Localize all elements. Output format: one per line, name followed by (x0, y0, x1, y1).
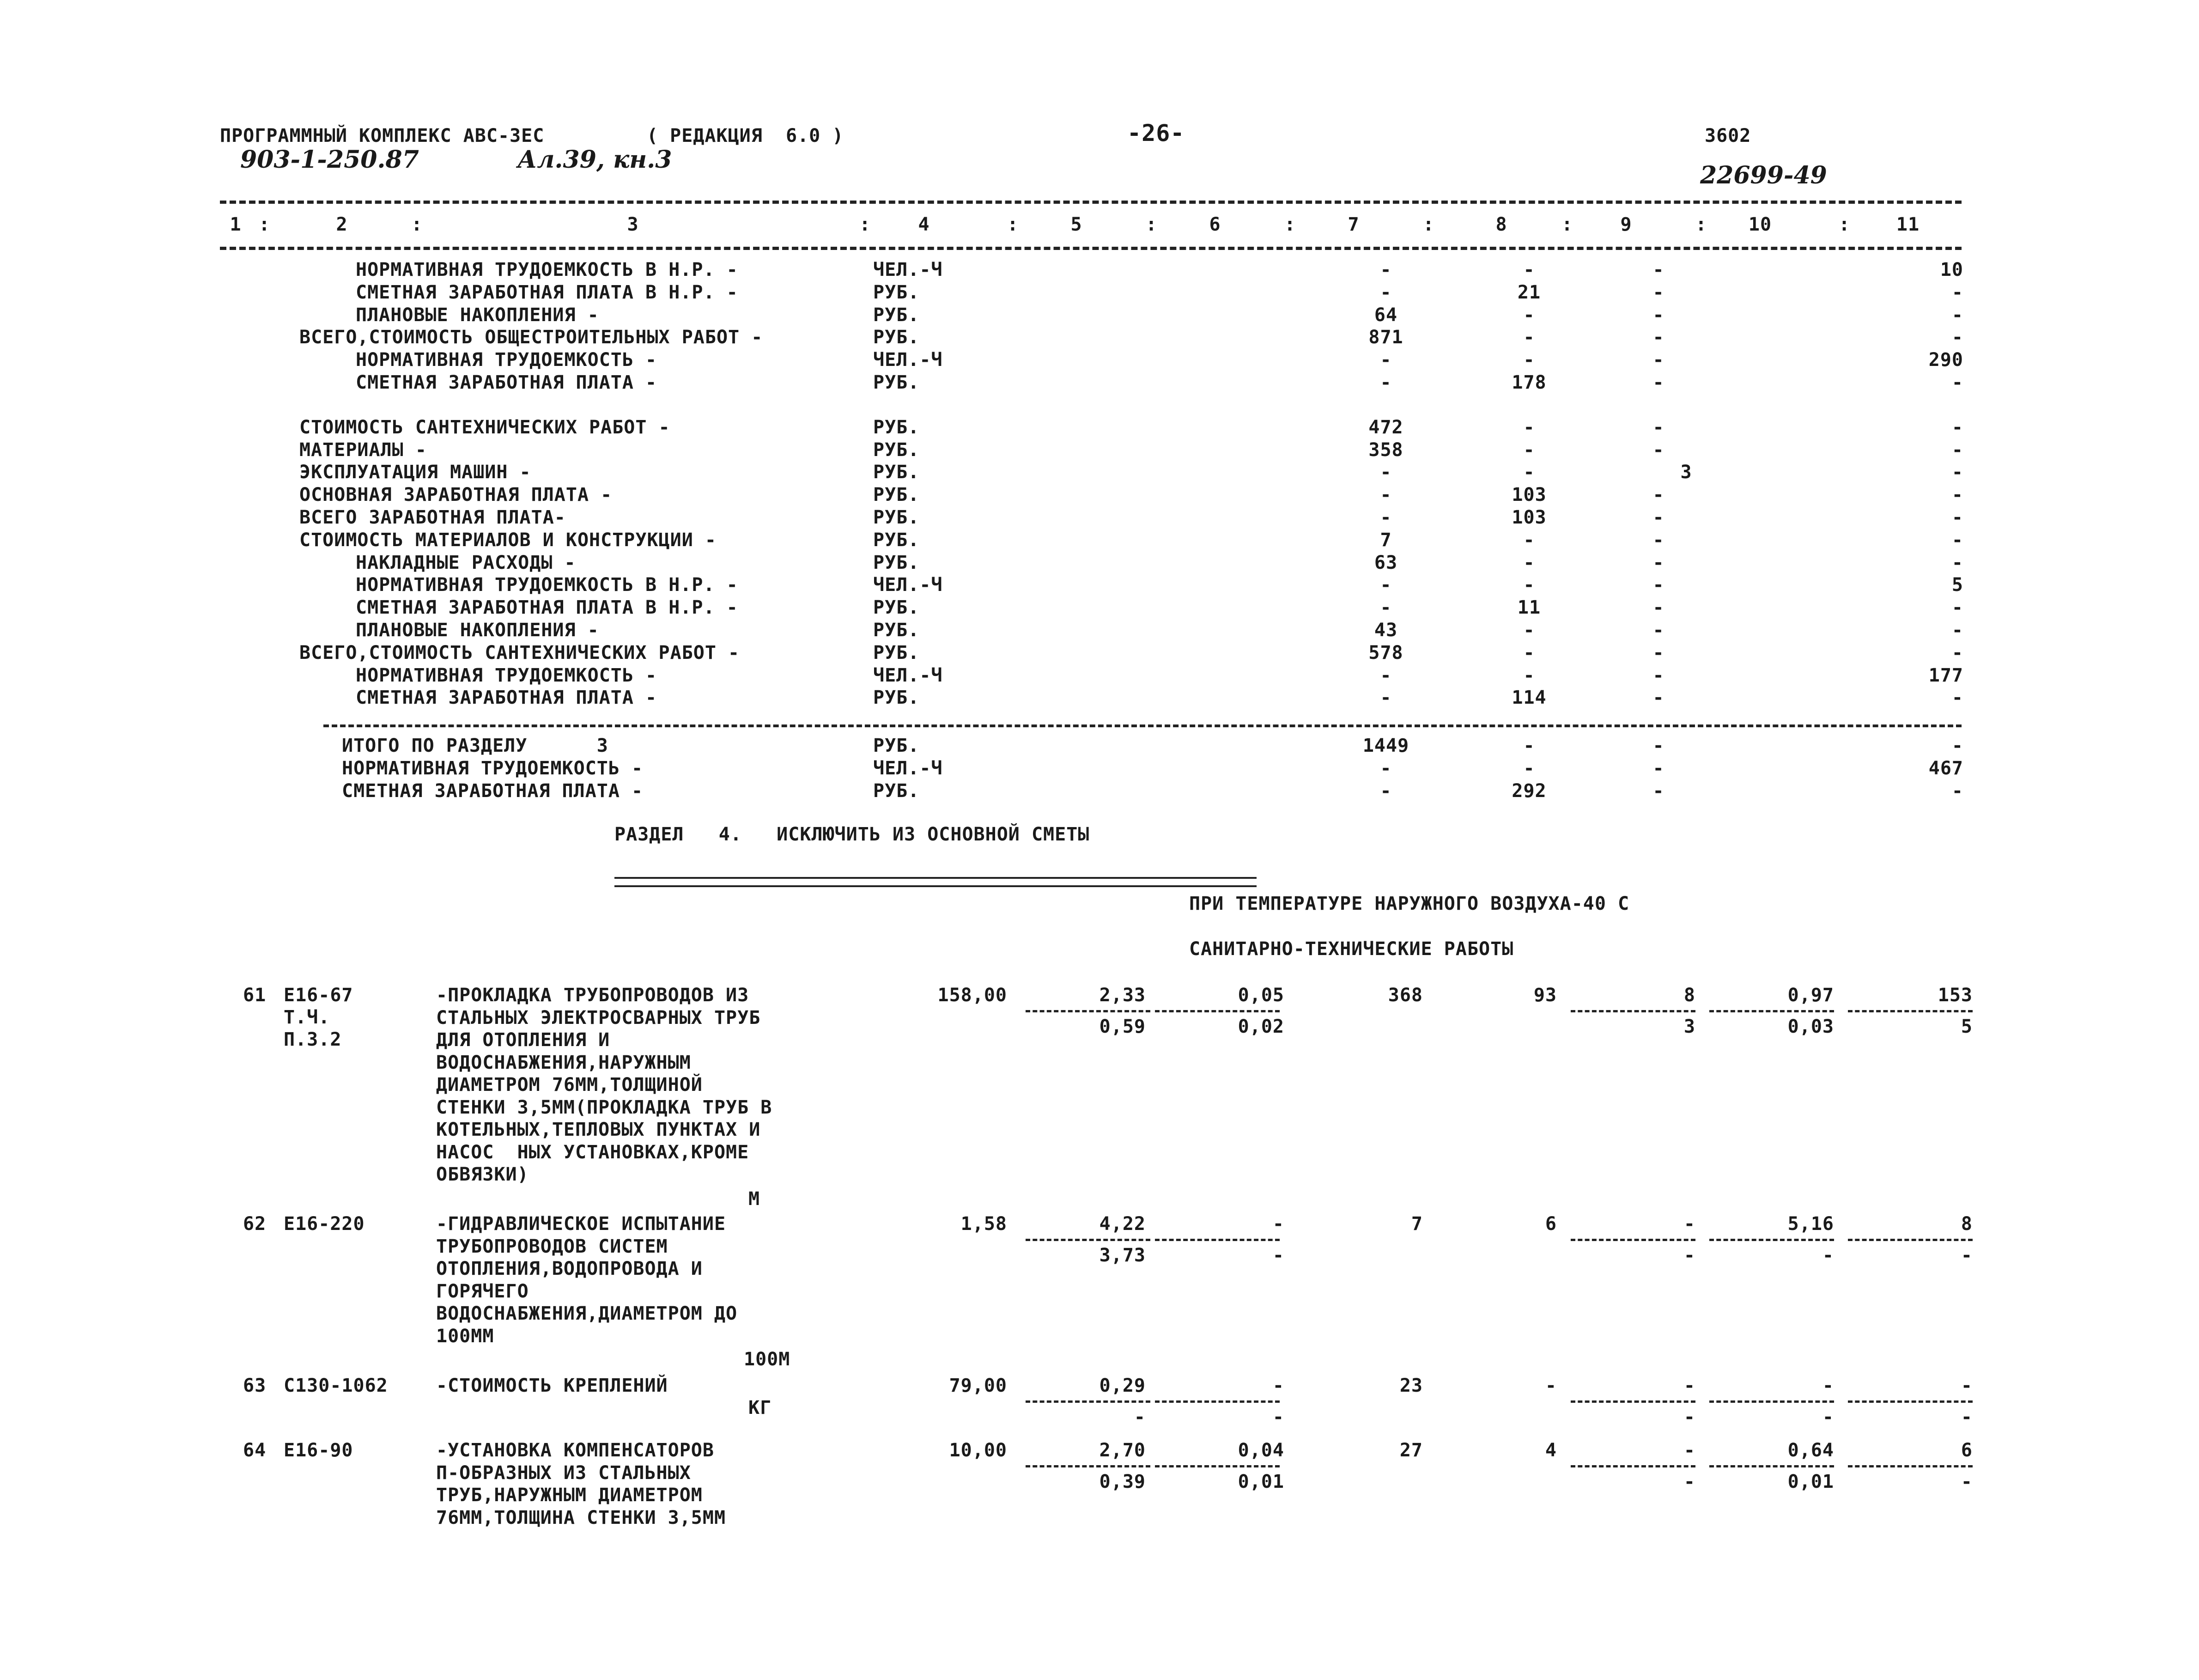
column-number-6: 6 (1209, 214, 1221, 235)
summary-unit: РУБ. (873, 304, 920, 326)
item-separator-col10 (1709, 1400, 1834, 1403)
summary-col8: 103 (1512, 507, 1547, 528)
summary-label: СМЕТНАЯ ЗАРАБОТНАЯ ПЛАТА - (356, 372, 657, 393)
item-separator-col9 (1571, 1400, 1695, 1403)
item-col5: 2,70 (1099, 1440, 1146, 1461)
summary-col8: 103 (1512, 484, 1547, 506)
column-separator: : (259, 214, 271, 235)
item-col9: - (1683, 1213, 1695, 1235)
column-separator: : (411, 214, 423, 235)
item-col9: 8 (1683, 985, 1695, 1006)
column-number-1: 1 (230, 214, 242, 235)
summary-col11: - (1951, 372, 1963, 393)
item-separator-col5 (1026, 1239, 1150, 1241)
total-col8: 292 (1512, 780, 1547, 802)
column-number-5: 5 (1070, 214, 1082, 235)
column-number-3: 3 (627, 214, 639, 235)
item-col11: 6 (1961, 1440, 1973, 1461)
column-separator: : (1839, 214, 1851, 235)
summary-label: ВСЕГО ЗАРАБОТНАЯ ПЛАТА- (299, 507, 566, 528)
summary-unit: РУБ. (873, 507, 920, 528)
column-number-9: 9 (1620, 214, 1632, 235)
summary-label: НОРМАТИВНАЯ ТРУДОЕМКОСТЬ В Н.Р. - (356, 574, 738, 596)
item-col6-sub: 0,01 (1238, 1471, 1284, 1492)
summary-unit: ЧЕЛ.-Ч (873, 259, 943, 280)
summary-col7: 578 (1368, 642, 1403, 663)
summary-col8: - (1523, 439, 1535, 461)
summary-col8: 114 (1512, 687, 1547, 709)
summary-col11: - (1951, 529, 1963, 551)
item-col6-sub: - (1272, 1245, 1284, 1266)
header-bottom-rule (220, 247, 1962, 250)
item-col10-sub: - (1822, 1245, 1834, 1266)
item-col8: 6 (1545, 1213, 1557, 1235)
summary-unit: РУБ. (873, 327, 920, 348)
total-col8: - (1523, 735, 1535, 756)
item-description-line: ОТОПЛЕНИЯ,ВОДОПРОВОДА И (436, 1258, 703, 1279)
section-double-rule (614, 877, 1257, 887)
item-description-line: НАСОС НЫХ УСТАНОВКАХ,КРОМЕ (436, 1141, 749, 1163)
item-col11: 153 (1938, 985, 1973, 1006)
handwritten-sheet-ref: Ал.39, кн.3 (517, 146, 672, 174)
summary-col8: 178 (1512, 372, 1547, 393)
item-separator-col11 (1848, 1465, 1973, 1467)
item-number: 61 (243, 985, 267, 1006)
summary-col7: 7 (1380, 529, 1392, 551)
summary-unit: РУБ. (873, 552, 920, 573)
section-condition: ПРИ ТЕМПЕРАТУРЕ НАРУЖНОГО ВОЗДУХА-40 С (1189, 893, 1630, 914)
summary-col7: - (1380, 462, 1392, 483)
column-number-10: 10 (1748, 214, 1772, 235)
summary-col9: - (1652, 529, 1664, 551)
summary-label: НОРМАТИВНАЯ ТРУДОЕМКОСТЬ - (356, 349, 657, 371)
item-unit: М (748, 1188, 760, 1210)
item-col7: 23 (1399, 1375, 1423, 1396)
item-separator-col10 (1709, 1465, 1834, 1467)
summary-col11: - (1951, 484, 1963, 506)
summary-col11: - (1951, 416, 1963, 438)
summary-label: ЭКСПЛУАТАЦИЯ МАШИН - (299, 462, 531, 483)
summary-label: СМЕТНАЯ ЗАРАБОТНАЯ ПЛАТА В Н.Р. - (356, 597, 738, 619)
item-col5: 4,22 (1099, 1213, 1146, 1235)
item-unit: КГ (748, 1397, 772, 1418)
total-col11: 467 (1928, 757, 1963, 779)
summary-col7: 472 (1368, 416, 1403, 438)
item-description-line: ГОРЯЧЕГО (436, 1280, 529, 1302)
item-separator-col11 (1848, 1400, 1973, 1403)
summary-label: ПЛАНОВЫЕ НАКОПЛЕНИЯ - (356, 304, 599, 326)
summary-unit: РУБ. (873, 642, 920, 663)
summary-col9: - (1652, 552, 1664, 573)
column-separator: : (1146, 214, 1158, 235)
item-col10-sub: - (1822, 1406, 1834, 1428)
item-code: Е16-90 (284, 1440, 353, 1461)
item-col5-sub: 3,73 (1099, 1245, 1146, 1266)
summary-label: ВСЕГО,СТОИМОСТЬ ОБЩЕСТРОИТЕЛЬНЫХ РАБОТ - (299, 327, 763, 348)
item-col5: 0,29 (1099, 1375, 1146, 1396)
item-code-line2: Т.Ч. (284, 1007, 330, 1028)
total-col7: - (1380, 780, 1392, 802)
total-unit: ЧЕЛ.-Ч (873, 757, 943, 779)
doc-code: 3602 (1705, 125, 1751, 146)
item-col7: 368 (1388, 985, 1423, 1006)
item-col9-sub: - (1683, 1245, 1695, 1266)
summary-col8: - (1523, 664, 1535, 686)
item-col5: 2,33 (1099, 985, 1146, 1006)
summary-col8: - (1523, 349, 1535, 371)
item-code: С130-1062 (284, 1375, 388, 1396)
total-unit: РУБ. (873, 735, 920, 756)
item-col7: 27 (1399, 1440, 1423, 1461)
item-description-line: ОБВЯЗКИ) (436, 1164, 529, 1185)
item-separator-col10 (1709, 1239, 1834, 1241)
summary-col11: - (1951, 281, 1963, 303)
total-col11: - (1951, 780, 1963, 802)
summary-unit: РУБ. (873, 597, 920, 619)
total-col9: - (1652, 757, 1664, 779)
total-col7: 1449 (1362, 735, 1409, 756)
item-code: Е16-67 (284, 985, 353, 1006)
summary-col7: - (1380, 484, 1392, 506)
summary-col9: - (1652, 327, 1664, 348)
summary-col8: - (1523, 620, 1535, 641)
item-col5-sub: - (1134, 1406, 1146, 1428)
summary-col7: 63 (1374, 552, 1398, 573)
item-separator-col6 (1155, 1400, 1280, 1403)
item-col10: - (1822, 1375, 1834, 1396)
item-separator-col5 (1026, 1465, 1150, 1467)
summary-col11: 290 (1928, 349, 1963, 371)
summary-col7: 64 (1374, 304, 1398, 326)
summary-unit: РУБ. (873, 281, 920, 303)
summary-col10: 3 (1680, 462, 1692, 483)
item-number: 62 (243, 1213, 267, 1235)
total-col8: - (1523, 757, 1535, 779)
summary-col8: - (1523, 552, 1535, 573)
item-description-line: КОТЕЛЬНЫХ,ТЕПЛОВЫХ ПУНКТАХ И (436, 1119, 761, 1140)
total-col9: - (1652, 735, 1664, 756)
item-separator-col11 (1848, 1010, 1973, 1012)
item-col11-sub: - (1961, 1406, 1973, 1428)
item-col7: 7 (1411, 1213, 1423, 1235)
page-number: -26- (1127, 120, 1185, 146)
item-code-line3: П.3.2 (284, 1029, 342, 1050)
item-unit: 100М (744, 1349, 790, 1370)
column-separator: : (1695, 214, 1707, 235)
column-number-4: 4 (918, 214, 930, 235)
item-description-line: ВОДОСНАБЖЕНИЯ,НАРУЖНЫМ (436, 1052, 691, 1073)
item-description-line: 100ММ (436, 1325, 494, 1347)
summary-col8: - (1523, 259, 1535, 280)
summary-col11: - (1951, 304, 1963, 326)
item-col9-sub: 3 (1683, 1016, 1695, 1037)
item-col6-sub: - (1272, 1406, 1284, 1428)
item-col9-sub: - (1683, 1471, 1695, 1492)
program-title: ПРОГРАММНЫЙ КОМПЛЕКС АВС-ЗЕС (220, 125, 545, 146)
summary-col9: - (1652, 281, 1664, 303)
summary-col8: - (1523, 574, 1535, 596)
item-col9: - (1683, 1375, 1695, 1396)
summary-unit: РУБ. (873, 416, 920, 438)
summary-col11: - (1951, 552, 1963, 573)
item-col9: - (1683, 1440, 1695, 1461)
item-separator-col6 (1155, 1465, 1280, 1467)
column-separator: : (1007, 214, 1019, 235)
item-col11: - (1961, 1375, 1973, 1396)
summary-col7: 43 (1374, 620, 1398, 641)
summary-col7: - (1380, 372, 1392, 393)
summary-col11: - (1951, 597, 1963, 619)
summary-unit: РУБ. (873, 439, 920, 461)
item-quantity: 158,00 (937, 985, 1007, 1006)
summary-col11: 5 (1951, 574, 1963, 596)
item-separator-col6 (1155, 1239, 1280, 1241)
total-col9: - (1652, 780, 1664, 802)
item-col6: 0,05 (1238, 985, 1284, 1006)
item-separator-col9 (1571, 1239, 1695, 1241)
item-number: 63 (243, 1375, 267, 1396)
summary-col7: 358 (1368, 439, 1403, 461)
column-separator: : (859, 214, 871, 235)
column-separator: : (1284, 214, 1296, 235)
total-col7: - (1380, 757, 1392, 779)
summary-unit: ЧЕЛ.-Ч (873, 574, 943, 596)
summary-col7: 871 (1368, 327, 1403, 348)
summary-label: СМЕТНАЯ ЗАРАБОТНАЯ ПЛАТА - (356, 687, 657, 709)
summary-label: ПЛАНОВЫЕ НАКОПЛЕНИЯ - (356, 620, 599, 641)
section-subtitle: САНИТАРНО-ТЕХНИЧЕСКИЕ РАБОТЫ (1189, 938, 1514, 960)
summary-col8: - (1523, 304, 1535, 326)
total-col11: - (1951, 735, 1963, 756)
item-description-line: ТРУБОПРОВОДОВ СИСТЕМ (436, 1236, 668, 1257)
item-col6-sub: 0,02 (1238, 1016, 1284, 1037)
summary-label: СТОИМОСТЬ САНТЕХНИЧЕСКИХ РАБОТ - (299, 416, 670, 438)
item-col5-sub: 0,39 (1099, 1471, 1146, 1492)
summary-unit: РУБ. (873, 529, 920, 551)
summary-col7: - (1380, 259, 1392, 280)
item-col10: 0,64 (1787, 1440, 1834, 1461)
item-description-line: -СТОИМОСТЬ КРЕПЛЕНИЙ (436, 1375, 668, 1396)
item-description-line: ВОДОСНАБЖЕНИЯ,ДИАМЕТРОМ ДО (436, 1303, 738, 1324)
item-separator-col9 (1571, 1010, 1695, 1012)
summary-col8: 11 (1517, 597, 1541, 619)
item-quantity: 10,00 (949, 1440, 1007, 1461)
summary-col8: - (1523, 529, 1535, 551)
item-col10-sub: 0,01 (1787, 1471, 1834, 1492)
item-description-line: 76ММ,ТОЛЩИНА СТЕНКИ 3,5ММ (436, 1507, 726, 1528)
item-separator-col11 (1848, 1239, 1973, 1241)
item-col10: 5,16 (1787, 1213, 1834, 1235)
summary-col11: - (1951, 620, 1963, 641)
summary-unit: ЧЕЛ.-Ч (873, 664, 943, 686)
summary-label: НОРМАТИВНАЯ ТРУДОЕМКОСТЬ В Н.Р. - (356, 259, 738, 280)
total-label: НОРМАТИВНАЯ ТРУДОЕМКОСТЬ - (342, 757, 644, 779)
item-col11: 8 (1961, 1213, 1973, 1235)
summary-col7: - (1380, 597, 1392, 619)
totals-separator (323, 724, 1962, 727)
summary-label: НАКЛАДНЫЕ РАСХОДЫ - (356, 552, 576, 573)
summary-col9: - (1652, 259, 1664, 280)
summary-col8: - (1523, 327, 1535, 348)
summary-label: СМЕТНАЯ ЗАРАБОТНАЯ ПЛАТА В Н.Р. - (356, 281, 738, 303)
total-unit: РУБ. (873, 780, 920, 802)
column-separator: : (1423, 214, 1435, 235)
header-top-rule (220, 201, 1962, 204)
column-number-8: 8 (1495, 214, 1507, 235)
item-description-line: ТРУБ,НАРУЖНЫМ ДИАМЕТРОМ (436, 1485, 703, 1506)
column-number-7: 7 (1348, 214, 1360, 235)
item-description-line: -ГИДРАВЛИЧЕСКОЕ ИСПЫТАНИЕ (436, 1213, 726, 1235)
summary-col9: - (1652, 687, 1664, 709)
summary-col8: 21 (1517, 281, 1541, 303)
item-col8: 93 (1533, 985, 1557, 1006)
summary-col11: 177 (1928, 664, 1963, 686)
summary-unit: РУБ. (873, 462, 920, 483)
item-col8: - (1545, 1375, 1557, 1396)
item-col11-sub: 5 (1961, 1016, 1973, 1037)
handwritten-code: 22699-49 (1700, 161, 1827, 189)
summary-col9: - (1652, 372, 1664, 393)
summary-col9: - (1652, 507, 1664, 528)
summary-col7: - (1380, 281, 1392, 303)
item-code: Е16-220 (284, 1213, 365, 1235)
item-col10-sub: 0,03 (1787, 1016, 1834, 1037)
summary-col7: - (1380, 664, 1392, 686)
item-description-line: СТАЛЬНЫХ ЭЛЕКТРОСВАРНЫХ ТРУБ (436, 1007, 761, 1029)
summary-unit: РУБ. (873, 687, 920, 709)
item-col8: 4 (1545, 1440, 1557, 1461)
summary-col11: - (1951, 687, 1963, 709)
summary-col11: 10 (1940, 259, 1963, 280)
item-quantity: 79,00 (949, 1375, 1007, 1396)
summary-col9: - (1652, 620, 1664, 641)
section-title: РАЗДЕЛ 4. ИСКЛЮЧИТЬ ИЗ ОСНОВНОЙ СМЕТЫ (614, 824, 1090, 845)
item-description-line: СТЕНКИ 3,5ММ(ПРОКЛАДКА ТРУБ В (436, 1096, 772, 1118)
summary-label: СТОИМОСТЬ МАТЕРИАЛОВ И КОНСТРУКЦИИ - (299, 529, 717, 551)
summary-col9: - (1652, 439, 1664, 461)
column-number-2: 2 (336, 214, 348, 235)
summary-col9: - (1652, 416, 1664, 438)
item-number: 64 (243, 1440, 267, 1461)
summary-col7: - (1380, 687, 1392, 709)
summary-col9: - (1652, 484, 1664, 506)
summary-col9: - (1652, 304, 1664, 326)
summary-col7: - (1380, 507, 1392, 528)
summary-label: ОСНОВНАЯ ЗАРАБОТНАЯ ПЛАТА - (299, 484, 613, 506)
item-separator-col10 (1709, 1010, 1834, 1012)
summary-col11: - (1951, 327, 1963, 348)
summary-label: НОРМАТИВНАЯ ТРУДОЕМКОСТЬ - (356, 664, 657, 686)
item-description-line: ДИАМЕТРОМ 76ММ,ТОЛЩИНОЙ (436, 1074, 703, 1096)
item-col11-sub: - (1961, 1471, 1973, 1492)
total-label: ИТОГО ПО РАЗДЕЛУ 3 (342, 735, 608, 756)
total-label: СМЕТНАЯ ЗАРАБОТНАЯ ПЛАТА - (342, 780, 644, 802)
column-number-11: 11 (1896, 214, 1920, 235)
summary-col11: - (1951, 507, 1963, 528)
summary-unit: РУБ. (873, 620, 920, 641)
summary-col11: - (1951, 462, 1963, 483)
summary-col9: - (1652, 664, 1664, 686)
handwritten-project-number: 903-1-250.87 (240, 146, 419, 174)
summary-col11: - (1951, 439, 1963, 461)
item-col11-sub: - (1961, 1245, 1973, 1266)
item-separator-col6 (1155, 1010, 1280, 1012)
item-description-line: ДЛЯ ОТОПЛЕНИЯ И (436, 1029, 610, 1051)
item-description-line: -ПРОКЛАДКА ТРУБОПРОВОДОВ ИЗ (436, 985, 749, 1006)
summary-unit: РУБ. (873, 372, 920, 393)
summary-col9: - (1652, 574, 1664, 596)
item-col6: - (1272, 1213, 1284, 1235)
item-description-line: П-ОБРАЗНЫХ ИЗ СТАЛЬНЫХ (436, 1462, 691, 1484)
summary-col9: - (1652, 642, 1664, 663)
summary-col8: - (1523, 642, 1535, 663)
item-col10: 0,97 (1787, 985, 1834, 1006)
column-separator: : (1561, 214, 1573, 235)
item-quantity: 1,58 (960, 1213, 1007, 1235)
summary-col7: - (1380, 349, 1392, 371)
item-col9-sub: - (1683, 1406, 1695, 1428)
summary-col11: - (1951, 642, 1963, 663)
item-separator-col5 (1026, 1400, 1150, 1403)
item-col6: 0,04 (1238, 1440, 1284, 1461)
summary-label: ВСЕГО,СТОИМОСТЬ САНТЕХНИЧЕСКИХ РАБОТ - (299, 642, 740, 663)
summary-col9: - (1652, 349, 1664, 371)
summary-col8: - (1523, 462, 1535, 483)
item-col5-sub: 0,59 (1099, 1016, 1146, 1037)
summary-unit: ЧЕЛ.-Ч (873, 349, 943, 371)
edition-label: ( РЕДАКЦИЯ 6.0 ) (647, 125, 844, 146)
summary-col9: - (1652, 597, 1664, 619)
summary-col7: - (1380, 574, 1392, 596)
summary-label: МАТЕРИАЛЫ - (299, 439, 427, 461)
item-separator-col5 (1026, 1010, 1150, 1012)
summary-col8: - (1523, 416, 1535, 438)
summary-unit: РУБ. (873, 484, 920, 506)
item-col6: - (1272, 1375, 1284, 1396)
item-description-line: -УСТАНОВКА КОМПЕНСАТОРОВ (436, 1440, 714, 1461)
item-separator-col9 (1571, 1465, 1695, 1467)
